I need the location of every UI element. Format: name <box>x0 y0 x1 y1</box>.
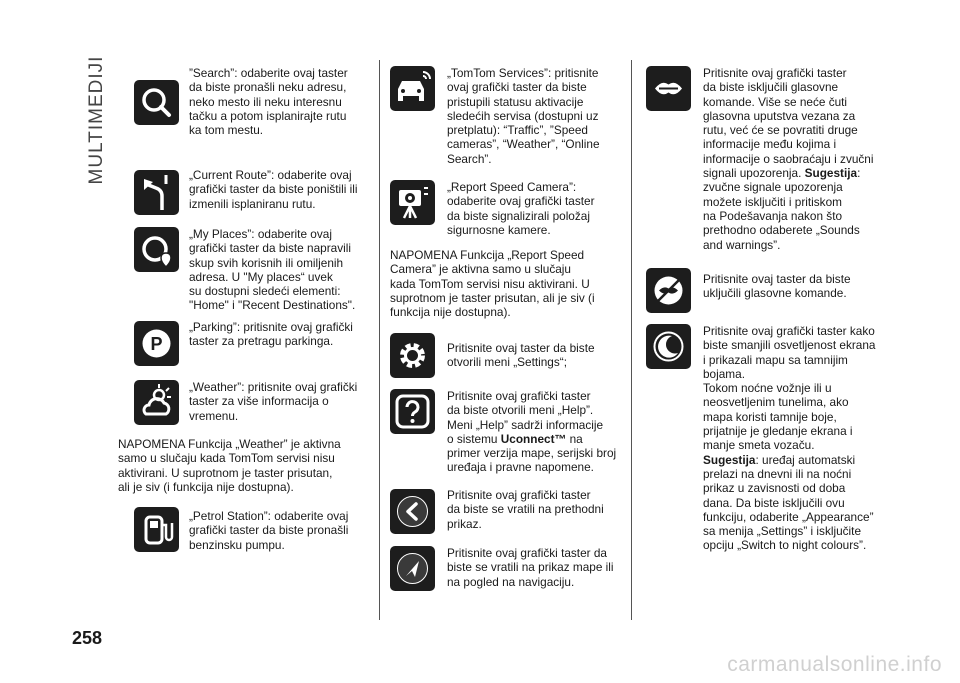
navigation-arrow-icon <box>390 546 435 591</box>
section-title-vertical <box>82 50 112 190</box>
weather-icon <box>134 380 179 425</box>
parking-icon <box>134 321 179 366</box>
night-tip-text: : uređaj automatski prelazi na dnevni ili na noćni prikaz u zavisnosti od doba dana. Da biste isključili ovu funkciju, odaberite „Appearance” sa menija „Settings” i isključite opciju „Switch to night colours”. <box>703 452 874 553</box>
mute-voice-description <box>703 66 873 252</box>
speed-camera-note: NAPOMENA Funkcija „Report Speed Camera” je aktivna samo u slučaju kada TomTom servisi nisu aktivirani. U suprotnom je taster prisutan, ali je siv (i funkcija nije dostupna). <box>390 248 595 320</box>
unmute-voice-icon <box>646 268 691 313</box>
mute-voice-icon <box>646 66 691 111</box>
petrol-station-description: „Petrol Station”: odaberite ovaj grafički taster da biste pronašli benzinsku pumpu. <box>189 509 349 552</box>
column-divider-2 <box>631 60 632 620</box>
petrol-station-icon <box>134 507 179 552</box>
speed-camera-description: „Report Speed Camera”: odaberite ovaj grafički taster da biste signalizirali položaj sigurnosne kamere. <box>447 180 595 237</box>
current-route-icon <box>134 170 179 215</box>
my-places-description: „My Places”: odaberite ovaj grafički taster da biste napravili skup svih korisnih ili omiljenih adresa. U "My places“ uvek su dostupni sledeći elementi: "Home" i "Recent Destinations". <box>189 227 356 313</box>
tomtom-services-description: „TomTom Services”: pritisnite ovaj grafički taster da biste pristupili statusu aktivacije sledećih servisa (dostupni uz pretplatu): “Traffic”, ”Speed cameras”, “Weather”, “Online Search”. <box>447 66 600 166</box>
svg-text:P: P <box>150 334 163 354</box>
help-icon <box>390 389 435 434</box>
settings-description: Pritisnite ovaj taster da biste otvorili meni „Settings“; <box>447 341 595 370</box>
help-text-start: Pritisnite ovaj grafički taster da biste otvorili meni „Help”. Meni „Help” sadrži informacije o sistemu <box>447 389 604 446</box>
page-number: 258 <box>72 628 103 648</box>
mute-text-start: Pritisnite ovaj grafički taster da biste isključili glasovne komande. Više se neće čuti glasovna uputstva vezana za rutu, već će se povratiti druge informacije među kojima i informacije o saobraćaju i zvučni signali upozorenja. <box>703 66 874 181</box>
night-mode-text: Pritisnite ovaj grafički taster kako biste smanjili osvetljenost ekrana i prikazali mapu sa tamnijim bojama. Tokom noćne vožnje ili u neosvetljenim tunelima, ako mapa koristi tamnije boje, prijatnije je gledanje ekrana i manje smeta vozaču. <box>703 324 876 453</box>
help-description <box>447 389 616 475</box>
map-navigation-description: Pritisnite ovaj grafički taster da biste se vratili na prikaz mape ili na pogled na navigaciju. <box>447 546 614 589</box>
help-text-end: na primer verzija mape, serijski broj uređaja i pravne napomene. <box>447 431 617 475</box>
mute-tip-label: Sugestija <box>804 166 858 181</box>
watermark: carmanualsonline.info <box>727 653 942 676</box>
search-description: ”Search”: odaberite ovaj taster da biste pronašli neku adresu, neko mesto ili neku interesnu tačku a potom isplanirajte rutu ka tom mestu. <box>189 66 348 138</box>
section-title: MULTIMEDIJI <box>86 55 107 185</box>
current-route-description: „Current Route”: odaberite ovaj grafički taster da biste poništili ili izmenili isplaniranu rutu. <box>189 168 358 211</box>
search-icon <box>134 80 179 125</box>
back-icon <box>390 489 435 534</box>
settings-gear-icon <box>390 333 435 378</box>
night-mode-icon <box>646 324 691 369</box>
back-description: Pritisnite ovaj grafički taster da biste se vratili na prethodni prikaz. <box>447 488 604 531</box>
uconnect-brand: Uconnect™ <box>500 431 567 446</box>
night-tip-label: Sugestija <box>703 452 756 467</box>
weather-note: NAPOMENA Funkcija „Weather” je aktivna samo u slučaju kada TomTom servisi nisu aktivirani. U suprotnom je taster prisutan, ali je siv (i funkcija nije dostupna). <box>118 437 341 494</box>
weather-description: „Weather”: pritisnite ovaj grafički taster za više informacija o vremenu. <box>189 380 358 423</box>
speed-camera-icon <box>390 180 435 225</box>
mute-tip-text: : zvučne signale upozorenja možete isključiti i pritiskom na Podešavanja nakon što prethodno odaberete „Sounds and warnings”. <box>703 166 861 252</box>
parking-description: „Parking”: pritisnite ovaj grafički taster za pretragu parkinga. <box>189 320 353 349</box>
unmute-voice-description: Pritisnite ovaj taster da biste uključili glasovne komande. <box>703 272 851 301</box>
my-places-icon <box>134 227 179 272</box>
column-divider-1 <box>379 60 380 620</box>
night-mode-description <box>703 324 875 553</box>
tomtom-services-icon <box>390 66 435 111</box>
